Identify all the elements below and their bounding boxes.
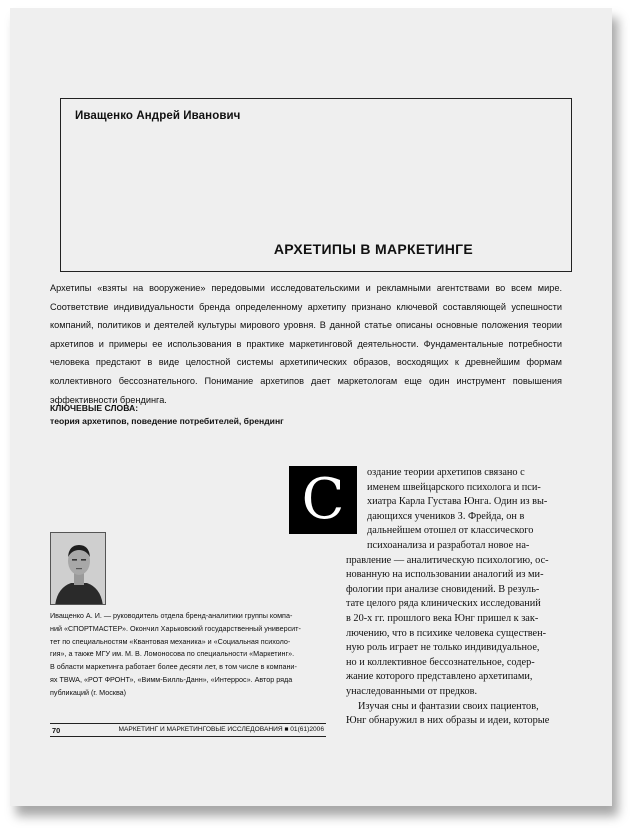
body-line: дающихся учеников З. Фрейда, он в xyxy=(367,510,525,522)
body-line: в 20-х гг. прошлого века Юнг пришел к зак- xyxy=(346,612,539,624)
body-text xyxy=(346,466,562,729)
page-footer xyxy=(50,723,326,737)
body-line: тате целого ряда клинических исследований xyxy=(346,598,541,610)
body-line: фологии при анализе сновидений. В резуль- xyxy=(346,583,540,595)
bio-line: гия», а также МГУ им. М. В. Ломоносова по специальности «Маркетинг». xyxy=(50,649,295,659)
bio-line: В области маркетинга работает более десяти лет, в том числе в компани- xyxy=(50,662,297,672)
body-line: нованную на использовании аналогий из ми- xyxy=(346,569,544,581)
bio-line: ях TBWA, «РОТ ФРОНТ», «Вимм-Билль-Данн», «Интеррос». Автор ряда xyxy=(50,674,293,684)
body-line: но и коллективное бессознательное, содер- xyxy=(346,656,535,668)
body-line: именем швейцарского психолога и пси- xyxy=(367,481,541,493)
body-line: хиатра Карла Густава Юнга. Один из вы- xyxy=(367,496,548,508)
bio-line: Иващенко А. И. — руководитель отдела бренд-аналитики группы компа- xyxy=(50,611,293,620)
body-line: психоанализа и разработал новое на- xyxy=(367,539,530,551)
drop-cap: С xyxy=(289,466,357,534)
keywords-heading: КЛЮЧЕВЫЕ СЛОВА: xyxy=(50,403,139,413)
bio-line: ний «СПОРТМАСТЕР». Окончил Харьковский государственный университ- xyxy=(50,623,301,633)
body-line: унаследованными от предков. xyxy=(346,685,478,697)
author-name: Иващенко Андрей Иванович xyxy=(75,110,241,122)
body-line: Юнг обнаружил в них образы и идеи, которые xyxy=(346,715,550,727)
author-bio xyxy=(50,610,328,700)
author-photo xyxy=(50,532,106,605)
page-number: 70 xyxy=(52,726,61,735)
body-line: лючению, что в психике человека существен- xyxy=(346,627,547,639)
abstract: Архетипы «взяты на вооружение» передовыми исследовательскими и рекламными агентствами во всем мире. Соответствие индивидуальности бренда определенному архетипу признано ключевой составляющей успешности компаний, политиков и деятелей культуры мирового уровня. В данной статье описаны основные положения теории архетипов и примеры ее использования в практике маркетинговой деятельности. Фундаментальные потребности человека предстают в виде целостной системы архетипических образов, восходящих к древнейшим формам коллективного бессознательного. Понимание архетипов дает маркетологам еще один инструмент повышения эффективности брендинга. xyxy=(50,283,562,405)
body-line: Изучая сны и фантазии своих пациентов, xyxy=(358,700,539,712)
keywords-text: теория архетипов, поведение потребителей, брендинг xyxy=(50,416,284,426)
bio-line: публикаций (г. Москва) xyxy=(50,687,127,697)
portrait-image xyxy=(51,533,106,605)
body-line: правление — аналитическую психологию, ос- xyxy=(346,554,549,566)
journal-name: МАРКЕТИНГ И МАРКЕТИНГОВЫЕ ИССЛЕДОВАНИЯ ■ 01(61)2006 xyxy=(118,726,324,733)
body-line: дальнейшем отошел от классического xyxy=(367,525,534,537)
article-title: АРХЕТИПЫ В МАРКЕТИНГЕ xyxy=(273,241,473,257)
body-line: жание которого представлено архетипами, xyxy=(346,671,533,683)
title-box xyxy=(60,98,572,272)
bio-line: тет по специальностям «Квантовая механика» и «Социальная психоло- xyxy=(50,636,291,646)
body-line: ную роль играет не только индивидуальное, xyxy=(346,642,540,654)
body-line: оздание теории архетипов связано с xyxy=(367,467,525,478)
